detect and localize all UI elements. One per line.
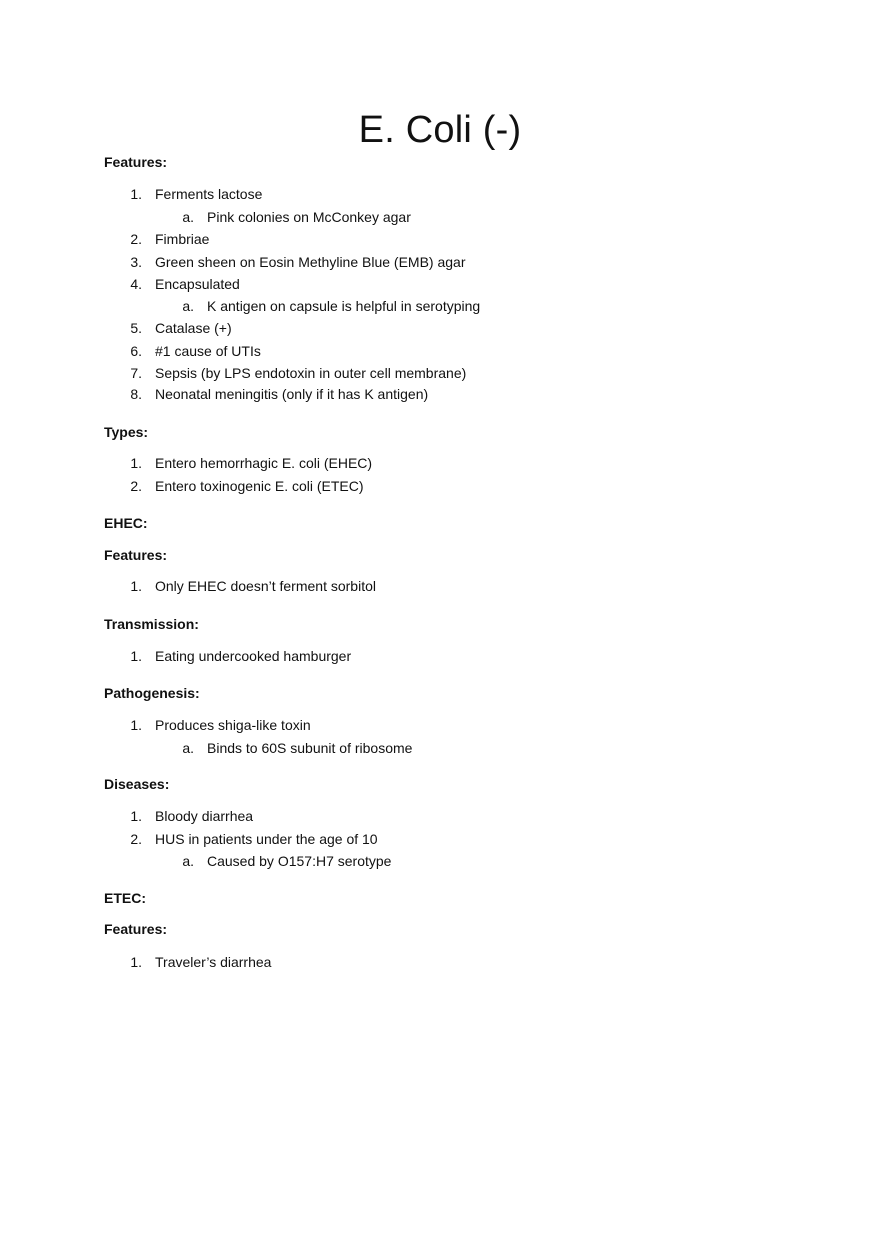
list-marker: 1. — [130, 717, 142, 733]
list-marker: 3. — [130, 254, 142, 270]
list-item-text: #1 cause of UTIs — [155, 343, 261, 359]
list-item-text: Neonatal meningitis (only if it has K antigen) — [155, 386, 429, 402]
subsection-heading-transmission: Transmission: — [104, 616, 199, 632]
list-item-text: Caused by O157:H7 serotype — [207, 853, 392, 869]
list-item-text: Binds to 60S subunit of ribosome — [207, 740, 413, 756]
list-item — [104, 953, 804, 971]
list-item — [104, 342, 804, 360]
list-marker: 2. — [130, 231, 142, 247]
list-marker: 2. — [130, 831, 142, 847]
list-item-text: Eating undercooked hamburger — [155, 648, 352, 664]
section-heading-ehec: EHEC: — [104, 515, 148, 531]
list-item-text: Entero hemorrhagic E. coli (EHEC) — [155, 455, 373, 471]
list-marker: 7. — [130, 365, 142, 381]
page-title: E. Coli (-) — [358, 109, 522, 151]
section-heading-types: Types: — [104, 424, 149, 440]
list-subitem — [104, 852, 804, 870]
list-item-text: HUS in patients under the age of 10 — [155, 831, 378, 847]
list-item-text: Catalase (+) — [155, 320, 232, 336]
list-item — [104, 716, 804, 734]
list-marker: 8. — [130, 386, 142, 402]
subsection-heading-ehec-features: Features: — [104, 547, 168, 563]
subsection-heading-diseases: Diseases: — [104, 776, 170, 792]
list-item-text: Produces shiga-like toxin — [155, 717, 311, 733]
list-marker: a. — [182, 298, 194, 314]
list-item — [104, 807, 804, 825]
list-subitem — [104, 739, 804, 757]
list-subitem — [104, 297, 804, 315]
list-item-text: Traveler’s diarrhea — [155, 954, 272, 970]
list-item — [104, 385, 804, 403]
list-item — [104, 319, 804, 337]
list-marker: 2. — [130, 478, 142, 494]
list-marker: 4. — [130, 276, 142, 292]
list-marker: 1. — [130, 186, 142, 202]
list-item — [104, 364, 804, 382]
list-marker: 5. — [130, 320, 142, 336]
list-item — [104, 275, 804, 293]
list-item — [104, 230, 804, 248]
subsection-heading-pathogenesis: Pathogenesis: — [104, 685, 200, 701]
list-item-text: Bloody diarrhea — [155, 808, 254, 824]
list-item-text: Ferments lactose — [155, 186, 263, 202]
list-item-text: Entero toxinogenic E. coli (ETEC) — [155, 478, 364, 494]
section-heading-etec: ETEC: — [104, 890, 146, 906]
list-item-text: K antigen on capsule is helpful in serotyping — [207, 298, 481, 314]
list-item-text: Only EHEC doesn’t ferment sorbitol — [155, 578, 376, 594]
list-marker: 1. — [130, 648, 142, 664]
list-item — [104, 185, 804, 203]
list-marker: 1. — [130, 954, 142, 970]
list-item-text: Fimbriae — [155, 231, 210, 247]
list-item — [104, 647, 804, 665]
list-subitem — [104, 208, 804, 226]
section-heading-features: Features: — [104, 154, 168, 170]
list-marker: 1. — [130, 455, 142, 471]
list-item-text: Sepsis (by LPS endotoxin in outer cell membrane) — [155, 365, 467, 381]
list-item-text: Green sheen on Eosin Methyline Blue (EMB) agar — [155, 254, 466, 270]
list-marker: a. — [182, 853, 194, 869]
list-marker: a. — [182, 209, 194, 225]
list-marker: 6. — [130, 343, 142, 359]
list-item-text: Pink colonies on McConkey agar — [207, 209, 411, 225]
list-marker: 1. — [130, 578, 142, 594]
list-marker: 1. — [130, 808, 142, 824]
list-item — [104, 577, 804, 595]
list-item — [104, 454, 804, 472]
list-item — [104, 253, 804, 271]
list-marker: a. — [182, 740, 194, 756]
list-item — [104, 830, 804, 848]
list-item — [104, 477, 804, 495]
subsection-heading-etec-features: Features: — [104, 921, 168, 937]
list-item-text: Encapsulated — [155, 276, 240, 292]
